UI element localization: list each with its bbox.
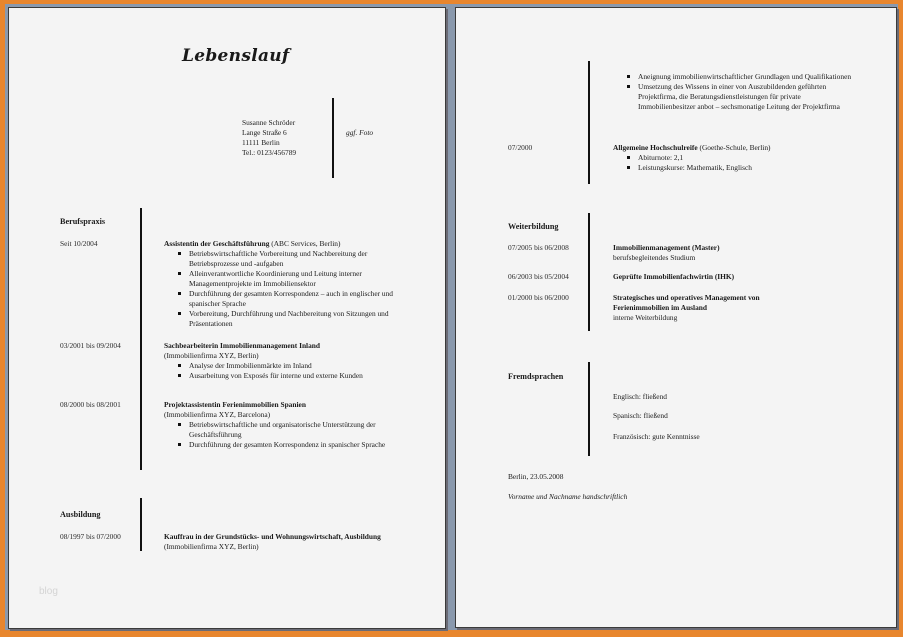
entry-date: 06/2003 bis 05/2004 bbox=[508, 272, 569, 281]
bullet-item: Umsetzung des Wissens in einer von Auszubildenden geführten Projektfirma, die Beratungsdienstleistungen für private Immobilienbesitzer anbot – sechsmonatige Leitung der Projektfirma bbox=[627, 82, 853, 112]
job-title: Assistentin der Geschäftsführung bbox=[164, 239, 270, 248]
school-title: Allgemeine Hochschulreife bbox=[613, 143, 698, 152]
section-heading-weiterbildung: Weiterbildung bbox=[508, 222, 559, 231]
document-page-2 bbox=[455, 7, 897, 628]
entry-date: Seit 10/2004 bbox=[60, 239, 98, 248]
training-entry bbox=[613, 293, 813, 323]
job-title: Projektassistentin Ferienimmobilien Spanien bbox=[164, 400, 306, 409]
divider-line bbox=[588, 213, 590, 331]
contact-block bbox=[242, 118, 296, 158]
entry-date: 07/2005 bis 06/2008 bbox=[508, 243, 569, 252]
training-entry bbox=[613, 243, 853, 263]
language-item: Französisch: gute Kenntnisse bbox=[613, 432, 700, 441]
experience-entry bbox=[164, 341, 409, 381]
document-page-1 bbox=[8, 7, 446, 629]
signature-placeholder: Vorname und Nachname handschriftlich bbox=[508, 492, 628, 501]
bullet-item: Durchführung der gesamten Korrespondenz – auch in englischer und spanischer Sprache bbox=[178, 289, 409, 309]
contact-city: 11111 Berlin bbox=[242, 138, 280, 147]
place-date: Berlin, 23.05.2008 bbox=[508, 472, 564, 481]
training-title: Strategisches und operatives Management von Ferienimmobilien im Ausland bbox=[613, 293, 760, 312]
school-entry bbox=[613, 143, 853, 173]
bullet-item: Vorbereitung, Durchführung und Nachbereitung von Sitzungen und Präsentationen bbox=[178, 309, 409, 329]
education-entry bbox=[164, 532, 409, 552]
bullet-item: Durchführung der gesamten Korrespondenz in spanischer Sprache bbox=[178, 440, 409, 450]
divider-line bbox=[588, 362, 590, 456]
experience-entry bbox=[164, 400, 409, 450]
document-title: Lebenslauf bbox=[182, 46, 290, 66]
training-note: interne Weiterbildung bbox=[613, 313, 678, 322]
bullet-item: Leistungskurse: Mathematik, Englisch bbox=[627, 163, 853, 173]
job-title: Sachbearbeiterin Immobilienmanagement Inland bbox=[164, 341, 321, 350]
section-heading-berufspraxis: Berufspraxis bbox=[60, 217, 106, 226]
entry-date: 01/2000 bis 06/2000 bbox=[508, 293, 569, 302]
section-heading-fremdsprachen: Fremdsprachen bbox=[508, 372, 564, 381]
language-item: Spanisch: fließend bbox=[613, 411, 668, 420]
bullet-item: Alleinverantwortliche Koordinierung und Leitung interner Managementprojekte im Immobiliensektor bbox=[178, 269, 409, 289]
training-title: Immobilienmanagement (Master) bbox=[613, 243, 720, 252]
company: (Immobilienfirma XYZ, Barcelona) bbox=[164, 410, 271, 419]
company: (Immobilienfirma XYZ, Berlin) bbox=[164, 351, 259, 360]
entry-date: 07/2000 bbox=[508, 143, 533, 152]
company: (ABC Services, Berlin) bbox=[269, 239, 341, 248]
contact-street: Lange Straße 6 bbox=[242, 128, 287, 137]
entry-date: 08/1997 bis 07/2000 bbox=[60, 532, 121, 541]
training-entry bbox=[613, 272, 853, 282]
divider-line bbox=[588, 61, 590, 184]
divider-line bbox=[332, 98, 334, 178]
watermark: blog bbox=[39, 586, 58, 597]
divider-line bbox=[140, 498, 142, 551]
section-heading-ausbildung: Ausbildung bbox=[60, 510, 101, 519]
institution: (Immobilienfirma XYZ, Berlin) bbox=[164, 542, 259, 551]
training-note: berufsbegleitendes Studium bbox=[613, 253, 696, 262]
bullet-item: Betriebswirtschaftliche Vorbereitung und Nachbereitung der Betriebsprozesse und -aufgaben bbox=[178, 249, 409, 269]
education-continued bbox=[613, 72, 853, 112]
experience-entry bbox=[164, 239, 409, 329]
institution: (Goethe-Schule, Berlin) bbox=[697, 143, 771, 152]
bullet-item: Betriebswirtschaftliche und organisatorische Unterstützung der Geschäftsführung bbox=[178, 420, 409, 440]
bullet-item: Ausarbeitung von Exposés für interne und externe Kunden bbox=[178, 371, 409, 381]
contact-phone: Tel.: 0123/456789 bbox=[242, 148, 297, 157]
bullet-item: Aneignung immobilienwirtschaftlicher Grundlagen und Qualifikationen bbox=[627, 72, 853, 82]
education-title: Kauffrau in der Grundstücks- und Wohnungswirtschaft, Ausbildung bbox=[164, 532, 381, 541]
contact-name: Susanne Schröder bbox=[242, 118, 296, 127]
photo-placeholder: ggf. Foto bbox=[346, 128, 374, 137]
bullet-item: Abiturnote: 2,1 bbox=[627, 153, 853, 163]
entry-date: 03/2001 bis 09/2004 bbox=[60, 341, 121, 350]
divider-line bbox=[140, 208, 142, 470]
entry-date: 08/2000 bis 08/2001 bbox=[60, 400, 121, 409]
training-title: Geprüfte Immobilienfachwirtin (IHK) bbox=[613, 272, 735, 281]
bullet-item: Analyse der Immobilienmärkte im Inland bbox=[178, 361, 409, 371]
language-item: Englisch: fließend bbox=[613, 392, 667, 401]
